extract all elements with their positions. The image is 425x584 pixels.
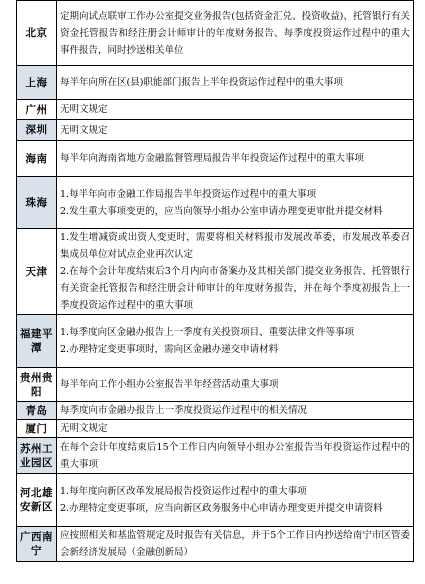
requirement-text: 每半年向工作小组办公室报告半年经营活动重大事项 xyxy=(60,379,279,390)
requirement-cell xyxy=(57,100,414,120)
requirement-cell xyxy=(57,474,414,527)
table-row xyxy=(17,402,414,420)
requirement-text: 2.办理特定变更事项，应当向新区政务服务中心申请办理变更并提交申请资料 xyxy=(60,503,383,514)
requirement-text: 在每个会计年度结束后15个工作日内向领导小组办公室报告当年投资运作过程中的重大事项 xyxy=(60,441,410,470)
requirement-cell xyxy=(57,368,414,402)
table-row xyxy=(17,229,414,315)
table-row xyxy=(17,66,414,100)
requirement-cell xyxy=(57,229,414,315)
requirement-text: 1.每年度向新区改革发展局报告投资运作过程中的重大事项 xyxy=(60,486,307,497)
city-cell: 北京 xyxy=(17,1,57,66)
table-row xyxy=(17,100,414,120)
city-cell: 天津 xyxy=(17,229,57,315)
requirement-text: 2.发生重大事项变更的，应当向领导小组办公室申请办理变更审批并提交材料 xyxy=(60,205,383,217)
city-cell: 海南 xyxy=(17,141,57,177)
requirement-text: 每半年向所在区(县)职能部门报告上半年投资运作过程中的重大事项 xyxy=(60,77,343,88)
requirement-cell xyxy=(57,315,414,368)
requirement-text: 应按照相关和基监管规定及时报告有关信息，并于5个工作日内抄送给南宁市区管委会新经济发展局（金融创新局） xyxy=(60,530,410,558)
requirement-cell xyxy=(57,420,414,438)
table-row xyxy=(17,527,414,562)
city-cell: 上海 xyxy=(17,66,57,100)
requirement-cell xyxy=(57,1,414,66)
table-row xyxy=(17,438,414,474)
requirement-cell xyxy=(57,177,414,229)
table-row xyxy=(17,474,414,527)
requirement-cell xyxy=(57,402,414,420)
requirement-cell xyxy=(57,66,414,100)
reporting-requirements-table xyxy=(16,0,414,562)
city-cell: 福建平潭 xyxy=(17,315,57,368)
table-row xyxy=(17,177,414,229)
city-cell: 广州 xyxy=(17,100,57,120)
table-row xyxy=(17,368,414,402)
requirement-cell xyxy=(57,120,414,141)
table-row xyxy=(17,1,414,66)
requirement-text: 2.办理特定变更事项时，需向区金融办递交申请材料 xyxy=(60,344,279,355)
table-row xyxy=(17,420,414,438)
requirement-text: 每半年向海南省地方金融监督管理局报告半年投资运作过程中的重大事项 xyxy=(60,153,365,164)
requirement-text: 1.每半年向市金融工作局报告半年投资运作过程中的重大事项 xyxy=(60,188,317,200)
table-row xyxy=(17,141,414,177)
requirement-text: 无明文规定 xyxy=(60,423,108,434)
requirement-cell xyxy=(57,141,414,177)
city-cell: 青岛 xyxy=(17,402,57,420)
city-cell: 厦门 xyxy=(17,420,57,438)
city-cell: 河北雄安新区 xyxy=(17,474,57,527)
table-row xyxy=(17,120,414,141)
requirement-cell xyxy=(57,527,414,562)
requirement-cell xyxy=(57,438,414,474)
requirement-text: 无明文规定 xyxy=(60,124,108,136)
city-cell: 苏州工业园区 xyxy=(17,438,57,474)
city-cell: 贵州贵阳 xyxy=(17,368,57,402)
requirement-text: 每季度向市金融办报告上一季度投资运作过程中的相关情况 xyxy=(60,405,308,416)
requirement-text: 1.发生增减资或出资人变更时，需要将相关材料报市发展改革委，市发展改革委召集成员单位对试点企业再次认定 xyxy=(60,232,410,260)
requirement-text: 1.每季度向区金融办报告上一季度有关投资项目、重要法律文件等事项 xyxy=(60,327,355,338)
requirement-text: 定期向试点联审工作办公室提交业务报告(包括资金汇兑、投资收益)、托管银行有关资金托管报告和经注册会计师审计的年度财务报告、每季度投资运作过程中的重大事件报告，同时抄送相关单位 xyxy=(60,10,410,56)
table-row xyxy=(17,315,414,368)
requirements-table-container xyxy=(16,0,414,562)
city-cell: 深圳 xyxy=(17,120,57,141)
city-cell: 广西南宁 xyxy=(17,527,57,562)
requirement-text: 无明文规定 xyxy=(60,104,108,115)
requirement-text: 2.在每个会计年度结束后3个月内向市备案办及其相关部门提交业务报告、托管银行有关资金托管报告和经注册会计师审计的年度财务报告，并在每个季度初报告上一季度投资运作过程中的重大事项 xyxy=(60,266,410,311)
city-cell: 珠海 xyxy=(17,177,57,229)
